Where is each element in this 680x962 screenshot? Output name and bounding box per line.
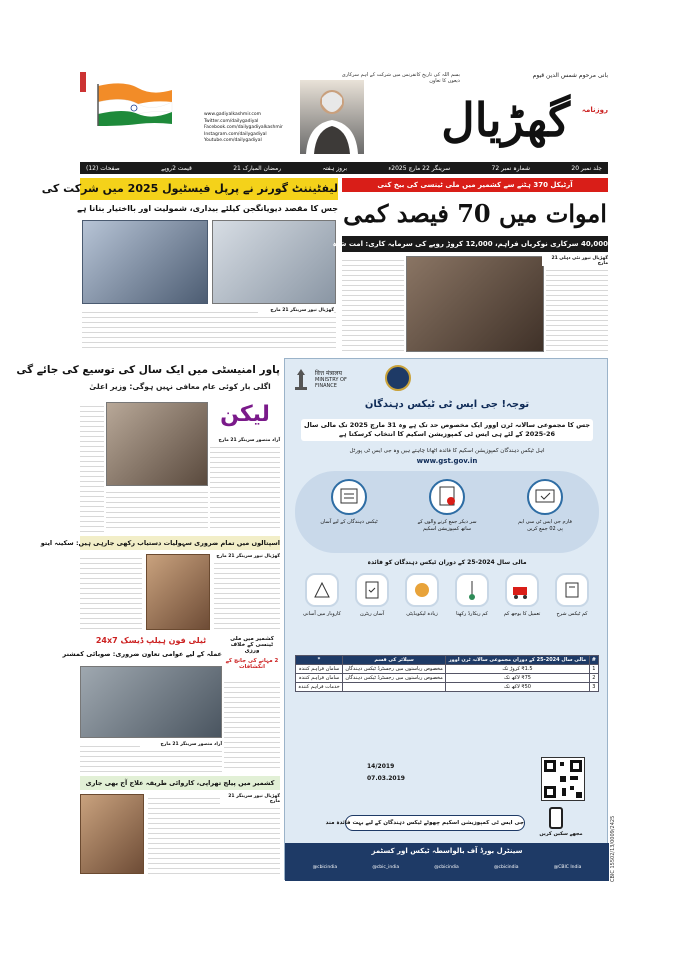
gst-portal-link[interactable]: www.gst.gov.in xyxy=(416,457,478,465)
benefit-4-label: زیادہ لیکویڈیٹی xyxy=(406,611,438,617)
benefit-5 xyxy=(347,573,397,643)
cbic-footer xyxy=(285,843,609,881)
turnover-table xyxy=(295,655,599,692)
masthead-title: گھڑیال xyxy=(441,93,570,147)
power-body-bottom xyxy=(106,488,208,532)
lead-story xyxy=(332,176,608,354)
table-cell xyxy=(342,683,445,692)
benefit-3-icon xyxy=(455,573,489,607)
lg-story xyxy=(41,176,338,354)
drug-body xyxy=(148,794,280,874)
benefits-intro: مالی سال 2024-25 کے دوران ٹیکس دہندگان کو فائدہ xyxy=(367,559,527,566)
newspaper-page xyxy=(16,62,616,902)
benefit-2-icon xyxy=(505,573,539,607)
hospital-story xyxy=(40,536,280,632)
ad-line-2: اہل ٹیکس دہندگان کمپوزیشن اسکیم کا فائدہ اٹھانا چاہتے ہیں وہ جی ایس ٹی پورٹل xyxy=(349,448,545,454)
power-headline[interactable]: پاور امنیسٹی میں ایک سال کی توسیع کی جائے گی xyxy=(16,364,280,376)
social-links xyxy=(204,112,300,145)
table-row xyxy=(296,665,599,674)
tagline: بسم اللہ کی تاریخ کانفرنس میں شرکت کے اہم سرکاری ذیعوں کا تعاون xyxy=(341,72,460,84)
table-cell: مخصوص ریاستوں میں رجسٹرڈ ٹیکس دہندگان xyxy=(342,665,445,674)
notification-date: 07.03.2019 xyxy=(367,775,405,782)
cbic-handle[interactable]: @cbic_india xyxy=(372,865,400,870)
benefit-1 xyxy=(547,573,597,643)
lg-dateline: گھڑیال نیوز سرینگر 21 مارچ xyxy=(258,308,334,313)
step-2-label: سر دیکر جمع کرنے والوں کے ساتھ کمپوزیشن اسکیم xyxy=(417,519,477,532)
benefit-2-label: تعمیل کا بوجھ کم xyxy=(503,611,541,617)
india-flag-icon xyxy=(94,80,174,126)
date: سرینگر 22 مارچ 2025ء xyxy=(388,164,451,172)
step-1-label: ٹیکس دہندگان کے لیے آسان xyxy=(320,519,378,525)
hijri-date: 21 رمضان المبارک xyxy=(233,164,282,172)
notification-number: 14/2019 xyxy=(367,763,395,770)
youtube-link[interactable]: Youtube.com/dailygadiyal xyxy=(204,138,262,143)
lead-photo xyxy=(406,256,544,352)
hospital-body-left xyxy=(80,554,142,630)
table-header-cell: # xyxy=(589,656,598,665)
drug-story xyxy=(80,776,280,876)
bonus-subhead: 2 مہانے کی جانچ کے انکشافات xyxy=(225,658,279,670)
website-link[interactable]: www.gadiyalkashmir.com xyxy=(204,112,262,117)
facebook-link[interactable]: Facebook.com/dailygadiyalkashmir xyxy=(204,125,283,130)
benefit-6-icon xyxy=(305,573,339,607)
lead-dateline: گھڑیال نیوز نئی دہلی 21 مارچ xyxy=(542,256,608,266)
table-row xyxy=(296,674,599,683)
cbic-handle[interactable]: @cbicindia xyxy=(312,865,338,870)
qr-caption: مجھے سکین کریں xyxy=(539,831,583,837)
benefit-5-icon xyxy=(355,573,389,607)
table-header-row xyxy=(296,656,599,665)
masthead xyxy=(80,62,608,160)
helpline-dateline: آزاد منصور سرینگر 21 مارچ xyxy=(140,742,222,747)
lead-kicker: آرٹیکل 370 ہٹنے سے کشمیر میں ملی ٹینسی کی بیخ کنی xyxy=(342,178,608,192)
power-subhead: اگلی بار کوئی عام معافی نہیں ہوگی: وزیر اعلیٰ xyxy=(89,382,271,391)
hospital-body-right xyxy=(214,554,280,630)
side-code: CBIC 15502/13/0009/2425 xyxy=(610,815,616,882)
pages: صفحات (12) xyxy=(86,164,120,172)
drug-headline[interactable]: کشمیر میں پیلج تھراپی، کاروائی طریقہ علاج آج بھی جاری xyxy=(80,776,280,790)
lead-headline[interactable]: اموات میں 70 فیصد کمی xyxy=(343,199,607,228)
table-header-cell: سپلائر کی قسم xyxy=(342,656,445,665)
lg-subhead: جس کا مقصد دیویانگجن کیلئے بیداری، شمولیت اور بااختیار بنانا ہے xyxy=(77,204,338,213)
masthead-subtitle: روزنامہ xyxy=(581,106,608,114)
table-cell: خدمات فراہم کنندہ xyxy=(296,683,343,692)
benefit-3 xyxy=(447,573,497,643)
table-cell: ₹75 لاکھ تک xyxy=(446,674,590,683)
benefit-3-label: کم ریکارڈ رکھنا xyxy=(456,611,488,617)
cbic-handle[interactable]: @CBIC India xyxy=(553,865,582,870)
power-story xyxy=(16,358,280,534)
table-row xyxy=(296,683,599,692)
power-body-right xyxy=(210,438,280,532)
ad-footer-note: جی ایس ٹی کمپوزیشن اسکیم چھوٹے ٹیکس دہندگان کے لیے بہت فائدہ مند xyxy=(345,815,525,831)
power-body-left xyxy=(80,402,104,532)
power-dateline: آزاد منصور سرینگر 21 مارچ xyxy=(210,438,280,443)
step-3-label: فارم جی ایس ٹی سی ایم پی 02 جمع کریں xyxy=(518,519,572,532)
qr-code-icon[interactable] xyxy=(541,757,585,801)
ministry-hindi: वित्त मंत्रालय xyxy=(315,370,342,377)
twitter-link[interactable]: Twitter.com/dailygadiyal xyxy=(204,118,259,124)
notification-block xyxy=(357,759,537,795)
table-cell: مخصوص ریاستوں میں رجسٹرڈ ٹیکس دہندگان xyxy=(342,674,445,683)
step-2-icon xyxy=(429,479,465,515)
step-1-icon xyxy=(331,479,367,515)
hospital-headline[interactable]: اسپتالوں میں تمام ضروری سہولیات دستیاب رکھی جارہی ہیں: سکینہ ایتو xyxy=(80,536,280,550)
lg-photo-1 xyxy=(82,220,208,304)
issue: شمارہ نمبر 72 xyxy=(491,164,530,172)
helpline-headline[interactable]: 24x7 ٹیلی فون ہیلپ ڈیسک xyxy=(95,636,207,645)
ad-title: توجہ! جی ایس ٹی ٹیکس دہندگان xyxy=(364,399,530,410)
benefit-6 xyxy=(297,573,347,643)
benefit-5-label: آسان ریٹرن xyxy=(359,611,385,617)
cbic-logo-icon xyxy=(385,365,411,391)
eligibility-table xyxy=(295,655,599,692)
benefit-6-label: کاروبار میں آسانی xyxy=(303,611,341,617)
helpline-subhead: عملہ کے لیے عوامی تعاون ضروری: صوبائی کمشنر xyxy=(62,650,222,658)
ad-line-1: جس کا مجموعی سالانہ ٹرن اوور ایک مخصوص حد تک ہے وہ 31 مارچ 2025 تک مالی سال 26-2025 کے لئے ہی ایس ٹی کمپوزیشن اسکیم کا انتخاب کرسکتا ہے xyxy=(301,419,593,441)
portrait-photo xyxy=(300,80,364,154)
benefit-4-icon xyxy=(405,573,439,607)
drug-photo xyxy=(80,794,144,874)
table-cell: سامان فراہم کنندہ xyxy=(296,674,343,683)
cbic-handle[interactable]: @cbicindia xyxy=(434,865,459,870)
lead-subhead: 40,000 سرکاری نوکریاں فراہم، 12,000 کروڑ روپے کی سرمایہ کاری: امت شاہ xyxy=(342,236,608,252)
price: قیمت 2روپے xyxy=(161,164,192,172)
lg-body-text xyxy=(82,308,336,352)
benefit-4 xyxy=(397,573,447,643)
step-3 xyxy=(515,479,575,545)
gst-advertisement xyxy=(284,358,608,880)
table-cell: سامان فراہم کنندہ xyxy=(296,665,343,674)
cbic-title: سینٹرل بورڈ آف بالواسطہ ٹیکس اور کسٹمز xyxy=(371,847,523,855)
dateline-bar xyxy=(80,162,608,174)
lead-body-left xyxy=(342,256,404,352)
cbic-handles xyxy=(295,865,599,870)
table-header-cell: مالی سال 2024-25 کے دوران مجموعی سالانہ ٹرن اوور xyxy=(446,656,590,665)
cbic-handle[interactable]: @cbicindia xyxy=(494,865,519,870)
volume: جلد نمبر 20 xyxy=(571,164,602,172)
bonus-story xyxy=(224,636,280,772)
table-cell: 2 xyxy=(589,674,598,683)
step-3-icon xyxy=(527,479,563,515)
power-photo xyxy=(106,402,208,486)
lead-body-right xyxy=(546,256,608,352)
lg-photo-2 xyxy=(212,220,336,304)
step-1 xyxy=(319,479,379,545)
helpline-photo xyxy=(80,666,222,738)
lg-headline[interactable]: لیفٹیننٹ گورنر نے پرپل فیسٹیول 2025 میں شرکت کی xyxy=(80,178,338,200)
founder-line: بانی مرحوم شمس الدین قیوم xyxy=(532,72,608,79)
hospital-dateline: گھڑیال نیوز سرینگر 21 مارچ xyxy=(214,554,280,559)
benefit-2 xyxy=(497,573,547,643)
ministry-english: MINISTRY OF FINANCE xyxy=(315,377,347,389)
emblem-icon xyxy=(291,367,311,391)
table-cell: ₹50 لاکھ تک xyxy=(446,683,590,692)
drug-dateline: گھڑیال نیوز سرینگر 21 مارچ xyxy=(220,794,280,804)
ministry-logo xyxy=(291,365,381,395)
table-header-cell: * xyxy=(296,656,343,665)
instagram-link[interactable]: Instagram.com/dailygadiyal xyxy=(204,131,267,137)
step-2 xyxy=(417,479,477,545)
table-cell: 3 xyxy=(589,683,598,692)
table-cell: 1 xyxy=(589,665,598,674)
phone-icon xyxy=(549,807,563,829)
side-tab xyxy=(80,72,86,92)
table-cell: ₹1.5 کروڑ تک xyxy=(446,665,590,674)
benefits-row xyxy=(295,573,599,643)
bonus-headline[interactable]: کشمیر میں ملی ٹینسی کے خلاف ورزی xyxy=(230,636,274,654)
day: بروز ہفتہ xyxy=(322,164,348,172)
benefit-1-icon xyxy=(555,573,589,607)
hospital-photo xyxy=(146,554,210,630)
power-big-word: لیکن xyxy=(220,402,270,427)
helpline-story xyxy=(62,636,222,772)
bonus-body xyxy=(224,678,280,772)
benefit-1-label: کم ٹیکس شرح xyxy=(556,611,588,617)
